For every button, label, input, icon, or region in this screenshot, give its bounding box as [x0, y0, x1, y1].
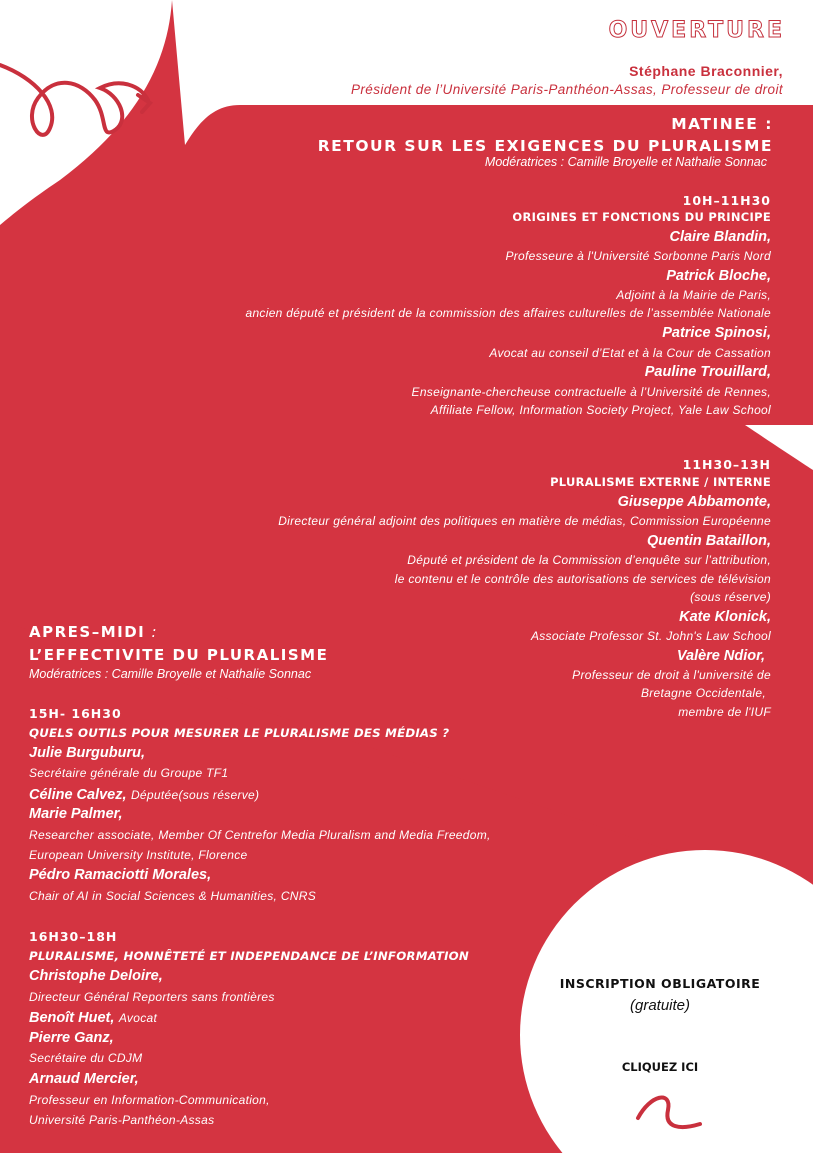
morning-heading-line2: RETOUR SUR LES EXIGENCES DU PLURALISME: [317, 137, 773, 155]
speaker-affiliation: Secrétaire générale du Groupe TF1: [29, 766, 229, 780]
opening-role: Président de l’Université Paris-Panthéon-Assas, Professeur de droit: [351, 82, 783, 97]
speaker-name: Christophe Deloire,: [29, 968, 163, 984]
speaker-affiliation: European University Institute, Florence: [29, 848, 248, 862]
speaker-name: Claire Blandin,: [669, 229, 771, 245]
speaker-affiliation: (sous réserve): [690, 590, 771, 604]
registration-title: INSCRIPTION OBLIGATOIRE: [559, 976, 761, 991]
speaker-affiliation: Avocat: [118, 1011, 158, 1025]
speaker-name: Kate Klonick,: [679, 609, 771, 625]
speaker-name: Marie Palmer,: [29, 806, 123, 822]
speaker-affiliation: Professeur en Information-Communication,: [29, 1093, 270, 1107]
session-time: 11H30–13H: [682, 457, 771, 472]
afternoon-heading: [29, 621, 328, 667]
speaker-name: Quentin Bataillon,: [646, 533, 771, 549]
session-title: QUELS OUTILS POUR MESURER LE PLURALISME DES MÉDIAS ?: [29, 726, 450, 740]
speaker-affiliation: Bretagne Occidentale,: [640, 686, 766, 700]
speaker-affiliation: Directeur Général Reporters sans frontières: [29, 990, 275, 1004]
speaker-affiliation: Directeur général adjoint des politiques en matière de médias, Commission Européenne: [278, 514, 771, 528]
session-title: PLURALISME EXTERNE / INTERNE: [550, 475, 771, 489]
speaker-name: Patrice Spinosi,: [662, 325, 771, 341]
opening-speaker: Stéphane Braconnier,: [629, 63, 783, 79]
session-time: 15H- 16H30: [29, 706, 122, 721]
speaker-affiliation: membre de l'IUF: [678, 705, 771, 719]
opening-title: OUVERTURE: [608, 18, 785, 43]
registration-subtitle: (gratuite): [629, 997, 691, 1014]
morning-heading-line1: MATINEE :: [671, 115, 773, 133]
speaker-name: Pierre Ganz,: [29, 1030, 114, 1046]
speaker-affiliation: Secrétaire du CDJM: [29, 1051, 143, 1065]
speaker-name: Patrick Bloche,: [666, 268, 771, 284]
speaker-affiliation: Avocat au conseil d’Etat et à la Cour de Cassation: [489, 346, 771, 360]
speaker-affiliation: Researcher associate, Member Of Centrefor Media Pluralism and Media Freedom,: [29, 828, 491, 842]
speaker-affiliation: Professeure à l'Université Sorbonne Paris Nord: [505, 249, 771, 263]
speaker-affiliation: Professeur de droit à l'université de: [572, 668, 771, 682]
speaker-name: Giuseppe Abbamonte,: [617, 494, 771, 510]
afternoon-heading-colon: :: [145, 623, 159, 641]
session-time: 16H30–18H: [29, 929, 118, 944]
session-title: PLURALISME, HONNÊTETÉ ET INDEPENDANCE DE L’INFORMATION: [29, 949, 469, 963]
speaker-affiliation: Université Paris-Panthéon-Assas: [29, 1113, 215, 1127]
speaker-name: Pauline Trouillard,: [644, 364, 771, 380]
morning-moderators: Modératrices : Camille Broyelle et Nathalie Sonnac: [484, 155, 767, 169]
speaker-affiliation: Associate Professor St. John's Law School: [530, 629, 771, 643]
speaker-affiliation: Député et président de la Commission d’enquête sur l’attribution,: [407, 553, 771, 567]
speaker-row: [29, 1009, 157, 1027]
speaker-affiliation: Adjoint à la Mairie de Paris,: [616, 288, 771, 302]
speaker-name: Valère Ndior,: [676, 648, 765, 664]
morning-heading: [318, 113, 773, 157]
speaker-name: Pédro Ramaciotti Morales,: [29, 867, 212, 883]
speaker-name: Arnaud Mercier,: [29, 1071, 139, 1087]
speaker-affiliation: Députée(sous réserve): [130, 788, 260, 802]
afternoon-moderators: Modératrices : Camille Broyelle et Nathalie Sonnac: [29, 667, 312, 681]
speaker-affiliation: Enseignante-chercheuse contractuelle à l’Université de Rennes,: [411, 385, 771, 399]
speaker-name: Julie Burguburu,: [29, 745, 145, 761]
session-time: 10H–11H30: [682, 193, 771, 208]
afternoon-heading-line2: L’EFFECTIVITE DU PLURALISME: [29, 646, 329, 664]
speaker-name: Benoît Huet,: [29, 1010, 115, 1026]
speaker-row: [29, 786, 259, 804]
speaker-affiliation: Affiliate Fellow, Information Society Project, Yale Law School: [430, 403, 771, 417]
afternoon-heading-line1: APRES–MIDI: [29, 623, 146, 641]
top-white-shape: [0, 0, 172, 225]
session-title: ORIGINES ET FONCTIONS DU PRINCIPE: [512, 210, 771, 224]
register-link[interactable]: CLIQUEZ ICI: [621, 1060, 699, 1074]
speaker-name: Céline Calvez,: [29, 787, 127, 803]
speaker-affiliation: ancien député et président de la commission des affaires culturelles de l’assemblée Nationale: [245, 306, 771, 320]
speaker-affiliation: Chair of AI in Social Sciences & Humanities, CNRS: [29, 889, 317, 903]
speaker-affiliation: le contenu et le contrôle des autorisations de services de télévision: [394, 572, 771, 586]
